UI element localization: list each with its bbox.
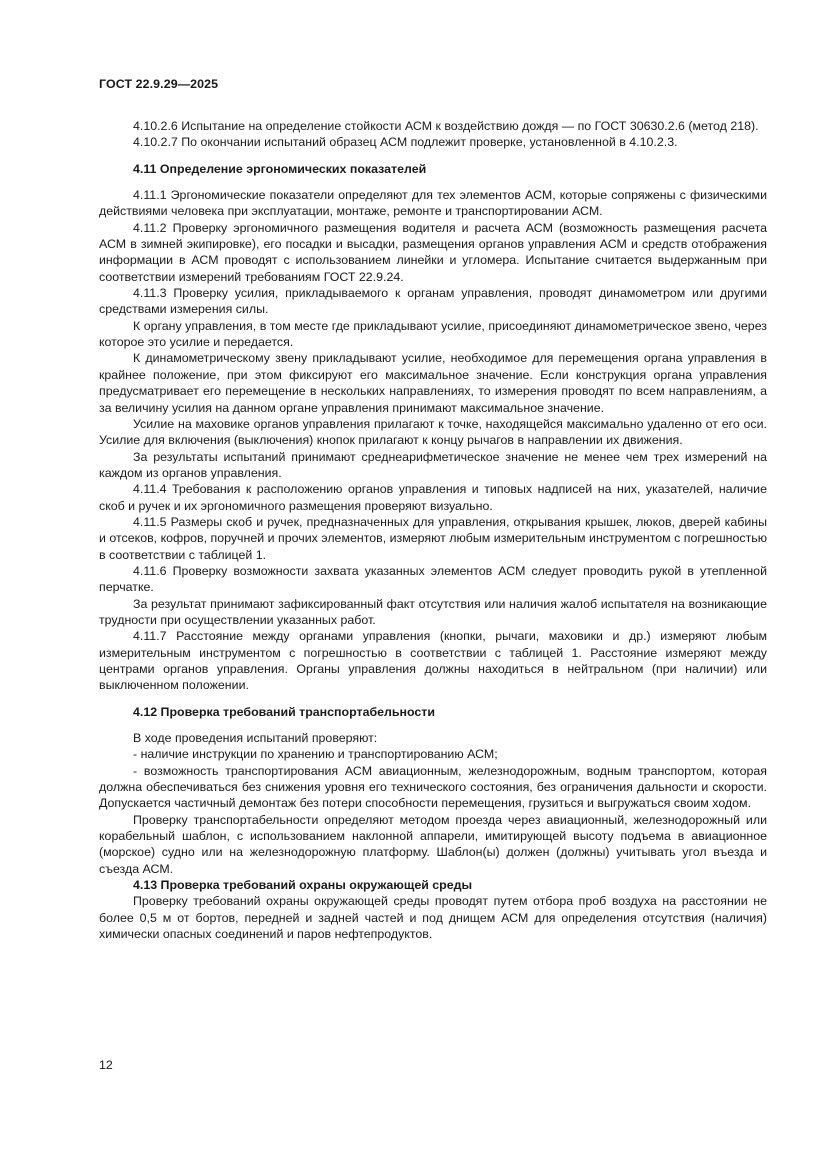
paragraph-4-11-3: 4.11.3 Проверку усилия, прикладываемого к органам управления, проводят динамометром или другими средствами измерения силы. — [99, 286, 767, 317]
paragraph-4-11-3-result: За результаты испытаний принимают среднеарифметическое значение не менее чем трех измерений на каждом из органов управления. — [99, 449, 767, 480]
paragraph-4-11-2: 4.11.2 Проверку эргономичного размещения водителя и расчета АСМ (возможность размещения расчета АСМ в зимней экипировке), его посадки и высадки, размещения органов управления АСМ и средств отображения информации в АСМ проводят с использованием линейки и угломера. Испытание считается выдержанным при соответствии измерений требованиям ГОСТ 22.9.24. — [99, 220, 767, 284]
document-body — [99, 118, 767, 943]
section-heading-4-11: 4.11 Определение эргономических показателей — [133, 161, 427, 176]
list-item-instructions: - наличие инструкции по хранению и транспортированию АСМ; — [133, 747, 498, 762]
paragraph-4-11-4: 4.11.4 Требования к расположению органов управления и типовых надписей на них, указателей, наличие скоб и ручек и их эргономичного размещения проверяют визуально. — [99, 482, 767, 513]
paragraph-4-11-6: 4.11.6 Проверку возможности захвата указанных элементов АСМ следует проводить рукой в утепленной перчатке. — [99, 563, 767, 595]
section-heading-4-13: 4.13 Проверка требований охраны окружающей среды — [133, 878, 473, 893]
page-number: 12 — [99, 1058, 113, 1072]
paragraph-4-11-3-apply: К динамометрическому звену прикладывают усилие, необходимое для перемещения органа управления в крайнее положение, при этом фиксируют его максимальное значение. Если конструкция органа управления предусматривает его перемещение в нескольких направлениях, то измерения проводят по всем направлениям, а за величину усилия на данном органе управления принимают максимальное значение. — [99, 351, 767, 415]
section-heading-4-12: 4.12 Проверка требований транспортабельности — [133, 704, 435, 719]
document-code-header: ГОСТ 22.9.29—2025 — [99, 77, 219, 91]
paragraph-4-11-6-result: За результат принимают зафиксированный факт отсутствия или наличия жалоб испытателя на возникающие трудности при осуществлении указанных работ. — [99, 596, 767, 627]
paragraph-4-10-2-7: 4.10.2.7 По окончании испытаний образец АСМ подлежит проверке, установленной в 4.10.2.3. — [133, 135, 678, 150]
paragraph-4-12-intro: В ходе проведения испытаний проверяют: — [133, 731, 378, 746]
paragraph-4-10-2-6: 4.10.2.6 Испытание на определение стойкости АСМ к воздействию дождя — по ГОСТ 30630.2.6 (метод 218). — [133, 119, 759, 133]
paragraph-4-13: Проверку требований охраны окружающей среды проводят путем отбора проб воздуха на расстоянии не более 0,5 м от бортов, передней и задней частей и под днищем АСМ для определения отсутствия (наличия) химически опасных соединений и паров нефтепродуктов. — [99, 894, 767, 942]
paragraph-4-11-3-wheel: Усилие на маховике органов управления прилагают к точке, находящейся максимально удаленно от его оси. Усилие для включения (выключения) кнопок прилагают к концу рычагов в направлении их движения. — [99, 416, 767, 448]
paragraph-4-12-method: Проверку транспортабельности определяют методом проезда через авиационный, железнодорожный или корабельный шаблон, с использованием наклонной аппарели, имитирующей высоту подъема в авиационное (морское) судно или на железнодорожную платформу. Шаблон(ы) должен (должны) учитывать угол въезда и съезда АСМ. — [99, 812, 767, 876]
paragraph-4-11-1: 4.11.1 Эргономические показатели определяют для тех элементов АСМ, которые сопряжены с физическими действиями человека при эксплуатации, монтаже, ремонте и транспортировании АСМ. — [99, 188, 767, 219]
paragraph-4-11-7: 4.11.7 Расстояние между органами управления (кнопки, рычаги, маховики и др.) измеряют любым измерительным инструментом с погрешностью в соответствии с таблицей 1. Расстояние измеряют между центрами органов управления. Органы управления должны находиться в нейтральном (при наличии) или выключенном положении. — [99, 629, 767, 693]
paragraph-4-11-3-attach: К органу управления, в том месте где прикладывают усилие, присоединяют динамометрическое звено, через которое это усилие и передается. — [99, 318, 767, 350]
paragraph-4-11-5: 4.11.5 Размеры скоб и ручек, предназначенных для управления, открывания крышек, люков, дверей кабины и отсеков, кофров, поручней и прочих элементов, измеряют любым измерительным инструментом с погрешностью в соответствии с таблицей 1. — [99, 514, 767, 562]
list-item-transport: - возможность транспортирования АСМ авиационным, железнодорожным, водным транспортом, которая должна обеспечиваться без снижения уровня его технического состояния, без ограничения дальности и скорости. Допускается частичный демонтаж без потери способности перемещения, грузиться и выгружаться своим ходом. — [99, 763, 767, 811]
